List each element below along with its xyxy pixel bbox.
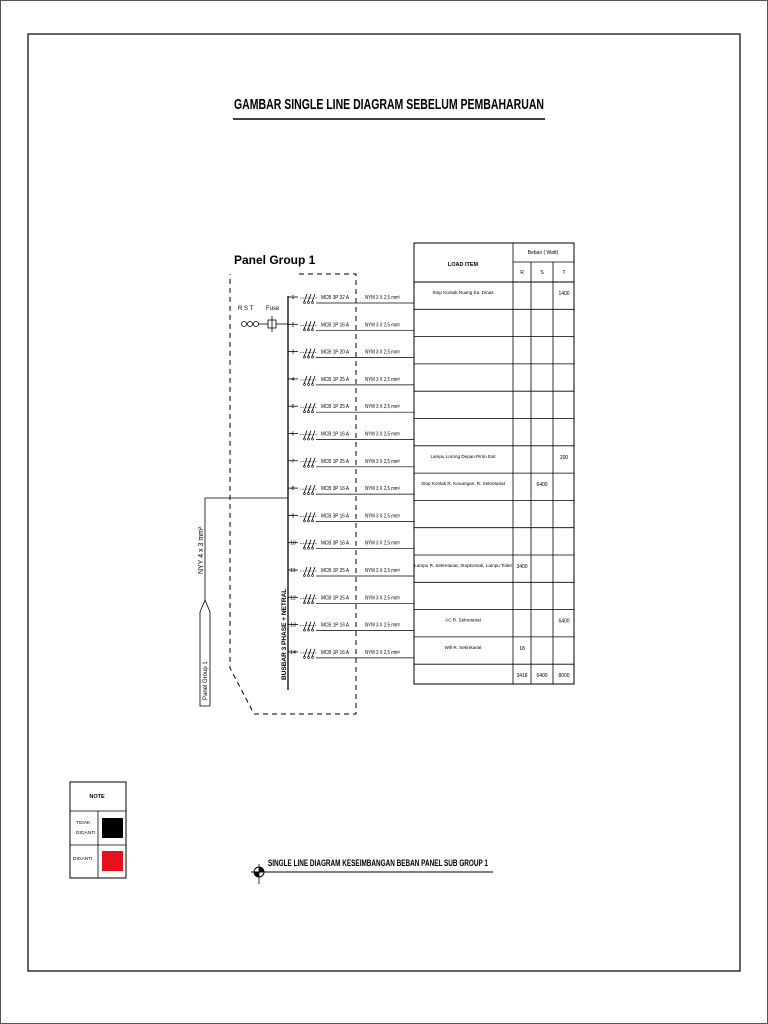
cable-label: NYM 3 X 2,5 mm² [365, 349, 401, 356]
breaker-icon [300, 512, 317, 522]
circuit-number: 12 [290, 595, 296, 602]
breaker-icon [300, 540, 317, 550]
breaker-label: MCB 1P 20 A [321, 349, 350, 356]
circuit-number: 10 [290, 540, 296, 547]
breaker-label: MCB 1P 25 A [321, 458, 350, 465]
note-legend [70, 782, 126, 878]
breaker-label: MCB 1P 16 A [321, 649, 350, 656]
breaker-label: MCB 1P 25 A [321, 568, 350, 574]
total-r: 3418 [516, 673, 528, 679]
circuit-number: 7 [291, 458, 295, 465]
beban-header: Beban ( Watt) [527, 250, 559, 256]
drawing-title: GAMBAR SINGLE LINE DIAGRAM SEBELUM PEMBAHARUAN [234, 97, 544, 113]
fuse-symbol [268, 316, 288, 332]
breaker-icon [300, 294, 317, 304]
table-row [414, 618, 574, 637]
circuit-3 [288, 349, 414, 359]
table-row [414, 645, 574, 664]
load-item-cell: Lampu R. Sekretariat, Stopkontak, Lampu Toilet [414, 563, 512, 568]
circuit-number: 6 [291, 431, 295, 438]
circuit-9 [288, 512, 414, 522]
note-label-diganti-1: DIGANTI [76, 831, 96, 836]
table-row [414, 454, 574, 473]
phase-s-cell: 6400 [536, 482, 548, 489]
load-item-cell: Lampu Lorong Depan Pintu Exit [430, 453, 496, 459]
circuit-number: 13 [290, 622, 296, 629]
phase-r-cell: 3400 [516, 564, 528, 570]
circuit-6 [288, 431, 414, 441]
cable-label: NYM 3 X 2,5 mm² [365, 649, 401, 656]
footer-caption: SINGLE LINE DIAGRAM KESEIMBANGAN BEBAN PANEL SUB GROUP 1 [268, 858, 489, 869]
breaker-icon [300, 349, 317, 359]
breaker-label: MCB 1P 16 A [321, 322, 350, 329]
phase-r-cell: 18 [519, 645, 525, 652]
total-t: 8000 [558, 673, 570, 679]
circuit-number: 1 [291, 295, 295, 301]
cable-label: NYM 3 X 2,5 mm² [365, 404, 401, 411]
phase-t-header: T [562, 270, 566, 276]
note-label-tidak: TIDAK [76, 821, 91, 826]
source-panel-label: Panel Group 1 [203, 661, 209, 700]
note-label-diganti: DIGANTI [73, 857, 93, 862]
circuit-number: 3 [291, 349, 295, 356]
cable-label: NYM 3 X 2,5 mm² [365, 595, 401, 602]
breaker-label: MCB 3P 16 A [321, 540, 350, 547]
breaker-label: MCB 1P 16 A [321, 431, 350, 438]
circuit-number: 5 [291, 404, 295, 411]
breaker-label: MCB 1P 16 A [321, 622, 350, 629]
swatch-replaced [102, 851, 123, 871]
breaker-icon [300, 321, 317, 331]
breaker-label: MCB 3P 32 A [321, 295, 350, 301]
circuit-number: 9 [291, 513, 295, 520]
load-item-cell: Stop Kontak Ruang Ka. Dinas [432, 290, 494, 295]
breaker-icon [300, 594, 317, 604]
cable-label: NYM 3 X 2,5 mm² [365, 540, 401, 547]
breaker-icon [300, 431, 317, 441]
circuit-8 [288, 485, 414, 495]
incoming-feeder [200, 498, 288, 706]
cable-label: NYM 3 X 2,5 mm² [365, 431, 401, 438]
phase-t-cell: 200 [559, 454, 569, 461]
total-s: 6400 [536, 673, 548, 679]
breaker-icon [300, 458, 317, 468]
cable-label: NYM 3 X 2,5 mm² [365, 622, 401, 629]
circuit-13 [288, 622, 414, 632]
circuit-2 [288, 321, 414, 331]
panel-title: Panel Group 1 [234, 253, 316, 267]
cable-label: NYM 3 X 2,5 mm² [365, 513, 401, 520]
cable-label: NYM 3 X 2,5 mm² [365, 376, 401, 383]
load-item-header: LOAD ITEM [447, 262, 479, 268]
circuit-7 [288, 458, 414, 468]
circuit-1 [288, 294, 414, 304]
load-item-cell: Wifi R. Sekretariat [444, 644, 482, 650]
fuse-label: Fuse [266, 306, 280, 312]
circuit-10 [288, 540, 414, 550]
cable-label: NYM 3 X 2,5 mm² [365, 322, 401, 329]
load-item-cell: AC R. Sekretariat [445, 617, 481, 623]
phase-s-header: S [540, 270, 544, 276]
phase-t-cell: 6400 [558, 618, 570, 625]
circuit-number: 4 [291, 376, 295, 383]
breaker-icon [300, 485, 317, 495]
table-row [414, 290, 574, 309]
circuit-number: 2 [291, 322, 295, 329]
swatch-not-replaced [102, 818, 123, 838]
cable-label: NYM 3 X 2,5 mm² [365, 295, 401, 301]
breaker-icon [300, 403, 317, 413]
circuit-number: 14 [290, 649, 296, 656]
breaker-label: MCB 1P 25 A [321, 376, 350, 383]
circuit-11 [288, 567, 414, 577]
load-table-rows [414, 290, 574, 664]
circuit-12 [288, 594, 414, 604]
footer-caption-block [251, 858, 493, 884]
cable-label: NYM 3 X 2,5 mm² [365, 568, 401, 574]
load-item-cell: Stop Kontak R. Keuangan, R. Sekretariat [421, 481, 505, 487]
feeder-cable-label: NYY 4 x 3 mm² [198, 526, 205, 574]
rst-label: R S T [238, 306, 254, 312]
cable-label: NYM 3 X 2,5 mm² [365, 486, 401, 493]
breaker-icon [300, 567, 317, 577]
busbar-label: BUSBAR 3 PHASE + NETRAL [281, 588, 288, 680]
table-row [414, 563, 574, 582]
circuit-5 [288, 403, 414, 413]
phase-t-cell: 1400 [558, 291, 570, 297]
table-row [414, 481, 574, 500]
load-table [414, 243, 574, 684]
breaker-label: MCB 3P 16 A [321, 513, 350, 520]
circuit-list [288, 294, 414, 658]
breaker-icon [300, 622, 317, 632]
circuit-4 [288, 376, 414, 386]
rst-terminals [242, 322, 269, 327]
breaker-label: MCB 1P 25 A [321, 595, 350, 602]
breaker-icon [300, 376, 317, 386]
breaker-label: MCB 1P 25 A [321, 404, 350, 411]
phase-r-header: R [520, 270, 524, 276]
circuit-14 [288, 649, 414, 659]
note-title: NOTE [89, 794, 105, 800]
circuit-number: 11 [290, 568, 296, 574]
drawing-border [28, 34, 740, 971]
circuit-number: 8 [291, 486, 295, 493]
breaker-label: MCB 3P 16 A [321, 486, 350, 493]
cable-label: NYM 3 X 2,5 mm² [365, 458, 401, 465]
breaker-icon [300, 649, 317, 659]
